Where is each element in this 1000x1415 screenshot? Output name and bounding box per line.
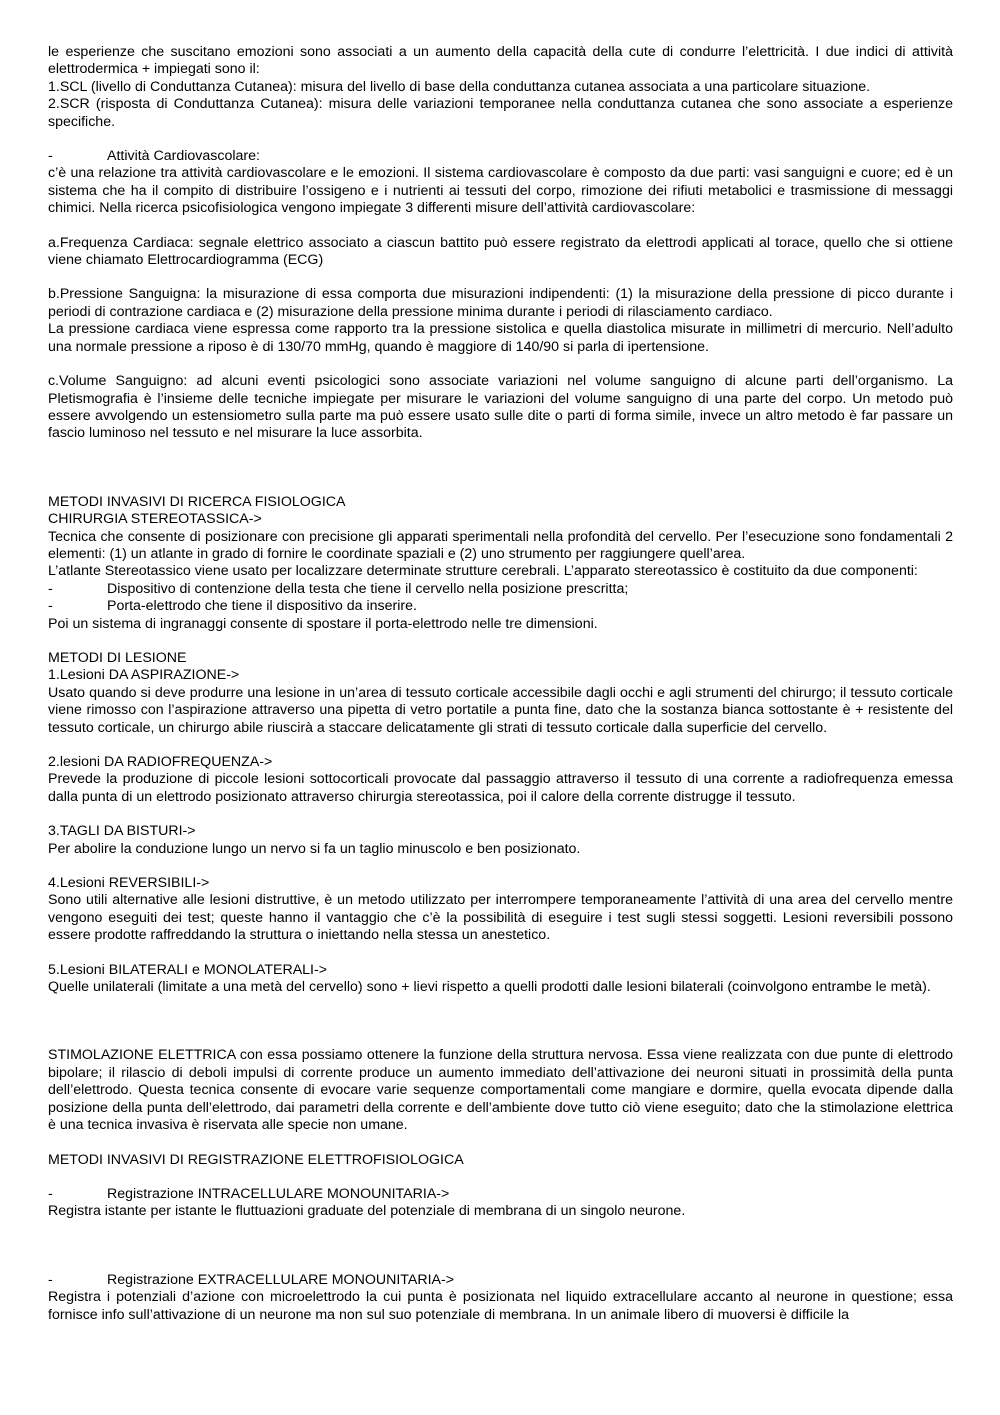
blank-line xyxy=(48,356,953,373)
paragraph: le esperienze che suscitano emozioni sono associati a un aumento della capacità della cute di condurre l’elettricità. I due indici di attività elettrodermica + impiegati sono il: xyxy=(48,44,953,78)
bullet-item xyxy=(48,1186,953,1203)
paragraph: Poi un sistema di ingranaggi consente di spostare il porta-elettrodo nelle tre dimensioni. xyxy=(48,615,598,632)
blank-line xyxy=(48,737,953,754)
blank-lines xyxy=(48,996,953,1047)
bullet-dash: - xyxy=(48,1185,53,1202)
blank-line xyxy=(48,1135,953,1152)
blank-line xyxy=(48,269,953,286)
bullet-item xyxy=(48,148,953,165)
paragraph: La pressione cardiaca viene espressa come rapporto tra la pressione sistolica e quella diastolica misurate in millimetri di mercurio. Nell’adulto una normale pressione a riposo è di 130/70 mmHg, quando è maggiore di 140/90 si parla di ipertensione. xyxy=(48,321,953,355)
blank-lines xyxy=(48,1221,953,1272)
paragraph: Usato quando si deve produrre una lesione in un’area di tessuto corticale accessibile dagli occhi e agli strumenti del chirurgo; il tessuto corticale viene rimosso con l’aspirazione attraverso una pipetta di vetro portatile a punta fine, dato che la sostanza bianca sottostante è + resistente del tessuto corticale, un chirurgo abile riuscirà a staccare delicatamente gli strati di tessuto corticale dalla superficie del cervello. xyxy=(48,684,953,736)
blank-line xyxy=(48,945,953,962)
paragraph: 1.Lesioni DA ASPIRAZIONE-> xyxy=(48,667,240,684)
bullet-item xyxy=(48,581,953,598)
paragraph: L’atlante Stereotassico viene usato per localizzare determinate strutture cerebrali. L’apparato stereotassico è costituito da due componenti: xyxy=(48,563,918,580)
paragraph: METODI INVASIVI DI REGISTRAZIONE ELETTROFISIOLOGICA xyxy=(48,1151,464,1168)
paragraph: Per abolire la conduzione lungo un nervo si fa un taglio minuscolo e ben posizionato. xyxy=(48,840,581,857)
bullet-dash: - xyxy=(48,148,53,165)
paragraph: c’è una relazione tra attività cardiovascolare e le emozioni. Il sistema cardiovascolare è composto da due parti: vasi sanguigni e cuore; ed è un sistema che ha il compito di distribuire l’ossigeno e i nutrienti ai tessuti del corpo, rimozione dei rifiuti metabolici e trasmissione di messaggi chimici. Nella ricerca psicofisiologica vengono impiegate 3 differenti misure dell’attività cardiovascolare: xyxy=(48,165,953,217)
paragraph: a.Frequenza Cardiaca: segnale elettrico associato a ciascun battito può essere registrato da elettrodi applicati al torace, quello che si ottiene viene chiamato Elettrocardiogramma (ECG) xyxy=(48,234,953,269)
paragraph: Prevede la produzione di piccole lesioni sottocorticali provocate dal passaggio attraverso il tessuto di una corrente a radiofrequenza emessa dalla punta di un elettrodo posizionato attraverso chirurgia stereotassica, poi il calore della corrente distrugge il tessuto. xyxy=(48,771,953,805)
bullet-dash: - xyxy=(48,580,53,597)
bullet-text: Registrazione INTRACELLULARE MONOUNITARIA-> xyxy=(107,1185,450,1202)
bullet-item xyxy=(48,1272,953,1289)
bullet-text: Registrazione EXTRACELLULARE MONOUNITARIA-> xyxy=(107,1271,455,1288)
paragraph: 3.TAGLI DA BISTURI-> xyxy=(48,823,196,840)
paragraph: CHIRURGIA STEREOTASSICA-> xyxy=(48,511,262,528)
document-page xyxy=(48,44,953,1324)
paragraph: METODI DI LESIONE xyxy=(48,649,187,666)
bullet-dash: - xyxy=(48,1271,53,1288)
paragraph: 1.SCL (livello di Conduttanza Cutanea): misura del livello di base della conduttanza cutanea associata a una particolare situazione. xyxy=(48,78,871,95)
bullet-item xyxy=(48,598,953,615)
blank-line xyxy=(48,633,953,650)
bullet-text: Dispositivo di contenzione della testa che tiene il cervello nella posizione prescritta; xyxy=(107,580,629,597)
bullet-text: Attività Cardiovascolare: xyxy=(107,148,260,165)
paragraph: Tecnica che consente di posizionare con precisione gli apparati sperimentali nella profondità del cervello. Per l’esecuzione sono fondamentali 2 elementi: (1) un atlante in grado di fornire le coordinate spaziali e (2) uno strumento per raggiungere quell’area. xyxy=(48,528,953,562)
paragraph: 4.Lesioni REVERSIBILI-> xyxy=(48,875,210,892)
paragraph: b.Pressione Sanguigna: la misurazione di essa comporta due misurazioni indipendenti: (1) la misurazione della pressione di picco durante i periodi di contrazione cardiaca e (2) misurazione della pressione minima durante i periodi di rilasciamento cardiaco. xyxy=(48,286,953,320)
paragraph: Sono utili alternative alle lesioni distruttive, è un metodo utilizzato per interrompere temporaneamente l’attività di una area del cervello mentre vengono eseguiti dei test; queste hanno il vantaggio che c’è la possibilità di eseguire i test sugli stessi soggetti. Lesioni reversibili possono essere prodotte raffreddando la struttura o iniettando nella stessa un anestetico. xyxy=(48,892,953,944)
blank-lines xyxy=(48,443,953,494)
paragraph: 2.lesioni DA RADIOFREQUENZA-> xyxy=(48,754,273,770)
blank-line xyxy=(48,806,953,823)
blank-line xyxy=(48,131,953,148)
paragraph: Quelle unilaterali (limitate a una metà del cervello) sono + lievi rispetto a quelli prodotti dalle lesioni bilaterali (coinvolgono entrambe le metà). xyxy=(48,979,931,996)
paragraph: Registra istante per istante le fluttuazioni graduate del potenziale di membrana di un singolo neurone. xyxy=(48,1203,686,1220)
blank-line xyxy=(48,1169,953,1186)
paragraph: c.Volume Sanguigno: ad alcuni eventi psicologici sono associate variazioni nel volume sanguigno di alcune parti dell’organismo. La Pletismografia è l’insieme delle tecniche impiegate per misurare le variazioni del volume sanguigno di una parte del corpo. Un metodo può essere avvolgendo un estensiometro sulla parte ma può essere usato sulle dite o parti di forma simile, invece un altro metodo è far passare un fascio luminoso nel tessuto e nel misurare la luce assorbita. xyxy=(48,373,953,442)
bullet-text: Porta-elettrodo che tiene il dispositivo da inserire. xyxy=(107,598,417,615)
paragraph: 5.Lesioni BILATERALI e MONOLATERALI-> xyxy=(48,961,327,978)
bullet-dash: - xyxy=(48,598,53,615)
paragraph: METODI INVASIVI DI RICERCA FISIOLOGICA xyxy=(48,493,346,510)
paragraph: STIMOLAZIONE ELETTRICA con essa possiamo ottenere la funzione della struttura nervosa. Essa viene realizzata con due punte di elettrodo bipolare; il rilascio di deboli impulsi di corrente produce un aumento immediato dell’attivazione dei neuroni situati in prossimità della punta dell’elettrodo. Questa tecnica consente di evocare varie sequenze comportamentali come mangiare e dormire, quella evocata dipende dalla posizione della punta dell’elettrodo, dai parametri della corrente e dell’ambiente dove tutto ciò viene eseguito; dato che la stimolazione elettrica è una tecnica invasiva è riservata alle specie non umane. xyxy=(48,1047,953,1134)
paragraph: Registra i potenziali d’azione con microelettrodo la cui punta è posizionata nel liquido extracellulare accanto al neurone in questione; essa fornisce info sull’attivazione di un neurone ma non sul suo potenziale di membrana. In un animale libero di muoversi è difficile la xyxy=(48,1289,953,1323)
blank-line xyxy=(48,218,953,235)
blank-line xyxy=(48,858,953,875)
paragraph: 2.SCR (risposta di Conduttanza Cutanea): misura delle variazioni temporanee nella conduttanza cutanea che sono associate a esperienze specifiche. xyxy=(48,96,953,130)
